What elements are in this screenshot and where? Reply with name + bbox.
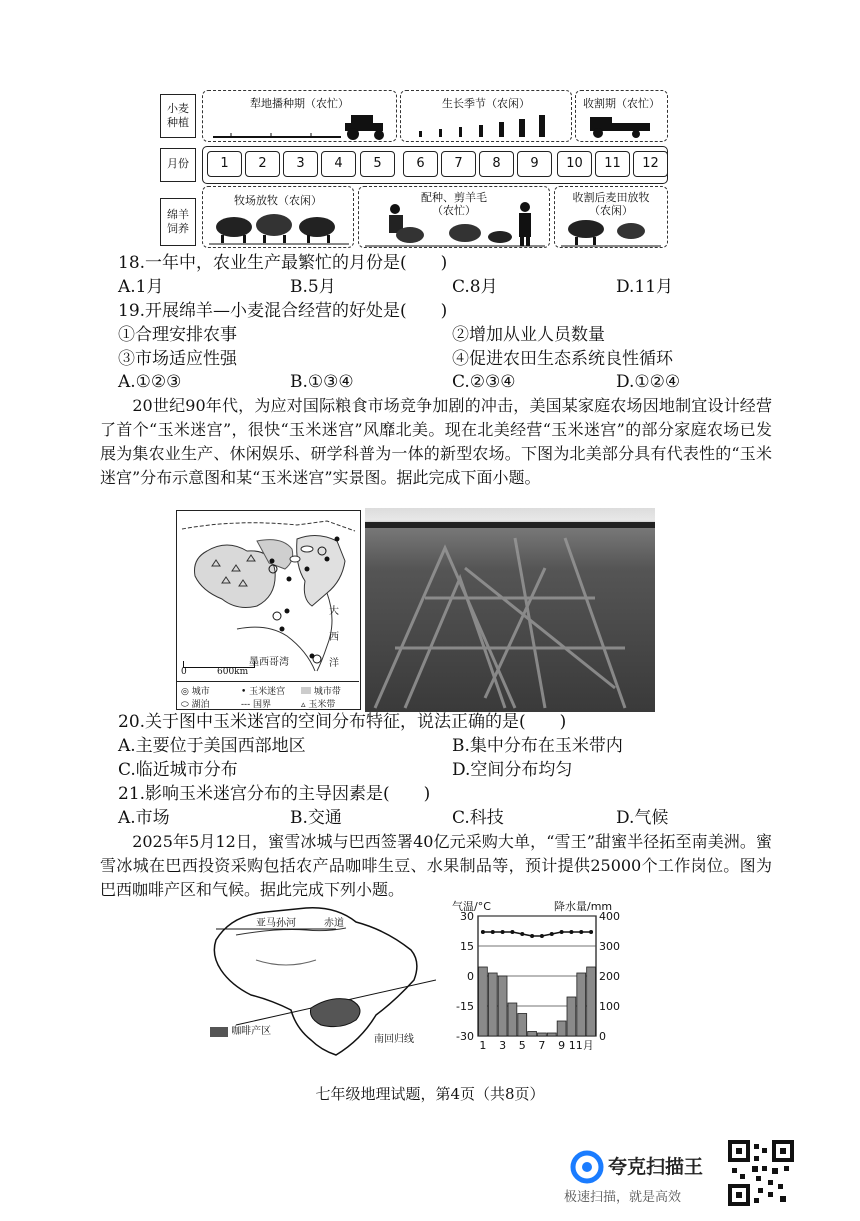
ylabel-left: 气温/°C (452, 900, 491, 913)
row-label-sheep: 绵羊 饲养 (160, 198, 196, 246)
harvester-icon (584, 111, 664, 139)
precip-bar (498, 976, 507, 1036)
scale-label: 600km (217, 667, 249, 677)
phase-label: 收割期（农忙） (583, 97, 660, 110)
month-cell-9: 9 (517, 151, 552, 177)
phase-label: 收割后麦田放牧 （农闲） (572, 191, 650, 217)
coffee-legend-label: 咖啡产区 (231, 1026, 272, 1037)
month-cell-10: 10 (557, 151, 592, 177)
precip-bar (577, 973, 586, 1036)
q18-option-c[interactable]: C.8月 (452, 277, 498, 297)
page-footer: 七年级地理试题，第4页（共8页） (315, 1085, 545, 1103)
legend-urban-belt: 城市带 (313, 687, 341, 697)
temperature-point (481, 930, 485, 934)
row-label-month: 月份 (160, 148, 196, 182)
precip-tick-label: 200 (599, 970, 620, 983)
q18-option-d[interactable]: D.11月 (616, 277, 674, 297)
temperature-point (569, 930, 573, 934)
scale-zero: 0 (181, 667, 187, 677)
scanner-watermark (564, 1140, 810, 1210)
precip-tick-label: 0 (599, 1030, 606, 1043)
month-cell-4: 4 (321, 151, 356, 177)
q19-option-b[interactable]: B.①③④ (290, 372, 354, 392)
month-tick-label: 9 (558, 1039, 566, 1050)
q19-option-c[interactable]: C.②③④ (452, 372, 516, 392)
temperature-point (550, 932, 554, 936)
temperature-point (579, 930, 583, 934)
phase-label: 牧场放牧（农闲） (234, 194, 322, 207)
precip-bar (538, 1033, 547, 1036)
temp-tick-label: 15 (460, 940, 474, 953)
legend-city: 城市 (191, 687, 210, 697)
month-tick-label: 11月 (568, 1039, 594, 1050)
month-tick-label: 3 (499, 1039, 507, 1050)
month-cell-1: 1 (207, 151, 242, 177)
month-cell-12: 12 (633, 151, 668, 177)
precip-bar (567, 997, 576, 1036)
legend-lake: 湖泊 (191, 700, 210, 710)
q19-option-a[interactable]: A.①②③ (118, 372, 182, 392)
legend-border: 国界 (252, 700, 271, 710)
phase-label: 生长季节（农闲） (442, 97, 530, 110)
sheep-phase-grazing (202, 186, 354, 248)
month-tick-label: 7 (538, 1039, 546, 1050)
sheep-phase-stubble (554, 186, 668, 248)
tractor-icon (211, 109, 391, 141)
legend-corn-belt: 玉米带 (308, 700, 336, 710)
precip-tick-label: 100 (599, 1000, 620, 1013)
month-cell-5: 5 (360, 151, 395, 177)
coffee-legend (210, 1022, 271, 1037)
question-18-stem: 18.一年中，农业生产最繁忙的月份是( ) (118, 253, 448, 273)
q21-option-a[interactable]: A.市场 (118, 808, 170, 828)
month-cell-11: 11 (595, 151, 630, 177)
sheep-phase-breeding (358, 186, 550, 248)
coffee-legend-swatch (210, 1027, 228, 1037)
qr-code-icon (728, 1140, 794, 1206)
temperature-point (530, 934, 534, 938)
temp-tick-label: 30 (460, 910, 474, 923)
q21-option-b[interactable]: B.交通 (290, 808, 342, 828)
month-row (202, 146, 668, 184)
climate-chart (444, 898, 634, 1058)
precip-bar (528, 1032, 537, 1037)
shearing-icon (365, 199, 545, 247)
q19-item-1: ①合理安排农事 (118, 325, 237, 345)
month-cell-3: 3 (283, 151, 318, 177)
q19-item-4: ④促进农田生态系统良性循环 (452, 349, 673, 369)
month-tick-label: 1 (479, 1039, 487, 1050)
q18-option-b[interactable]: B.5月 (290, 277, 336, 297)
precip-bar (547, 1033, 556, 1036)
passage-mixue-brazil: 2025年5月12日，蜜雪冰城与巴西签署40亿元采购大单，“雪王”甜蜜半径拓至南美洲。蜜雪冰城在巴西投资采购包括农产品咖啡生豆、水果制品等，预计提供25000个工作岗位。图为巴西咖啡产区和气候。据此完成下列小题。 (100, 832, 772, 899)
question-21-stem: 21.影响玉米迷宫分布的主导因素是( ) (118, 784, 431, 804)
temperature-point (491, 930, 495, 934)
temperature-point (560, 930, 564, 934)
temperature-point (589, 930, 593, 934)
q19-item-2: ②增加从业人员数量 (452, 325, 605, 345)
month-tick-label: 5 (518, 1039, 526, 1050)
brand-name: 夸克扫描王 (608, 1156, 704, 1178)
q19-item-3: ③市场适应性强 (118, 349, 237, 369)
temperature-point (510, 930, 514, 934)
quark-logo-icon (570, 1150, 604, 1184)
q21-option-c[interactable]: C.科技 (452, 808, 504, 828)
precip-bar (518, 1014, 527, 1037)
farm-calendar-diagram (160, 90, 670, 250)
temperature-point (520, 932, 524, 936)
month-cell-6: 6 (403, 151, 438, 177)
question-19-stem: 19.开展绵羊—小麦混合经营的好处是( ) (118, 301, 448, 321)
map-legend: ◎ 城市 • 玉米迷宫 城市带 ⬭ 湖泊 --- 国界 ▵ 玉米带 (177, 681, 359, 710)
brazil-map (196, 900, 436, 1060)
month-cell-2: 2 (245, 151, 280, 177)
month-cell-7: 7 (441, 151, 476, 177)
legend-corn-maze: 玉米迷宫 (249, 687, 286, 697)
q20-option-c[interactable]: C.临近城市分布 (118, 760, 238, 780)
maze-pattern (365, 508, 655, 712)
ocean-label: 大 西 洋 (329, 606, 339, 669)
q20-option-a[interactable]: A.主要位于美国西部地区 (118, 736, 306, 756)
sheep-grazing-icon (209, 211, 349, 245)
phase-label: 犁地播种期（农忙） (250, 97, 349, 110)
precip-tick-label: 400 (599, 910, 620, 923)
precip-tick-label: 300 (599, 940, 620, 953)
precip-bar (479, 967, 488, 1036)
amazon-label: 亚马孙河 (256, 918, 296, 929)
precip-bar (557, 1021, 566, 1036)
temp-tick-label: -30 (456, 1030, 474, 1043)
precip-bar (508, 1003, 517, 1036)
q18-option-a[interactable]: A.1月 (118, 277, 164, 297)
temp-tick-label: -15 (456, 1000, 474, 1013)
gulf-label: 墨西哥湾 (249, 657, 289, 668)
temperature-point (540, 934, 544, 938)
temp-tick-label: 0 (467, 970, 474, 983)
north-america-map (176, 510, 361, 710)
q19-option-d[interactable]: D.①②④ (616, 372, 681, 392)
month-cell-8: 8 (479, 151, 514, 177)
q20-option-b[interactable]: B.集中分布在玉米带内 (452, 736, 623, 756)
precip-bar (488, 973, 497, 1036)
wheat-growth-icon (411, 113, 566, 139)
q20-option-d[interactable]: D.空间分布均匀 (452, 760, 573, 780)
phase-label: 配种、剪羊毛 （农忙） (421, 191, 487, 217)
q21-option-d[interactable]: D.气候 (616, 808, 669, 828)
stubble-grazing-icon (561, 217, 661, 247)
climate-plot (444, 910, 634, 1050)
ylabel-right: 降水量/mm (554, 900, 613, 913)
question-20-stem: 20.关于图中玉米迷宫的空间分布特征，说法正确的是( ) (118, 712, 567, 732)
precip-bar (587, 967, 596, 1036)
passage-corn-maze: 20世纪90年代，为应对国际粮食市场竞争加剧的冲击，美国某家庭农场因地制宜设计经营了首个“玉米迷宫”，很快“玉米迷宫”风靡北美。现在北美经营“玉米迷宫”的部分家庭农场已发展为集农业生产、休闲娱乐、研学科普为一体的新型农场。下图为北美部分具有代表性的“玉米迷宫”分布示意图和某“玉米迷宫”实景图。据此完成下面小题。 (100, 396, 772, 487)
brand-tagline: 极速扫描，就是高效 (564, 1190, 682, 1205)
wheat-phase-harvest (575, 90, 668, 142)
equator-label: 赤道 (324, 918, 344, 929)
corn-maze-photo (365, 508, 655, 712)
temperature-point (501, 930, 505, 934)
row-label-wheat: 小麦 种植 (160, 94, 196, 138)
wheat-phase-sowing (202, 90, 397, 142)
wheat-phase-growing (400, 90, 572, 142)
tropic-label: 南回归线 (374, 1034, 414, 1045)
